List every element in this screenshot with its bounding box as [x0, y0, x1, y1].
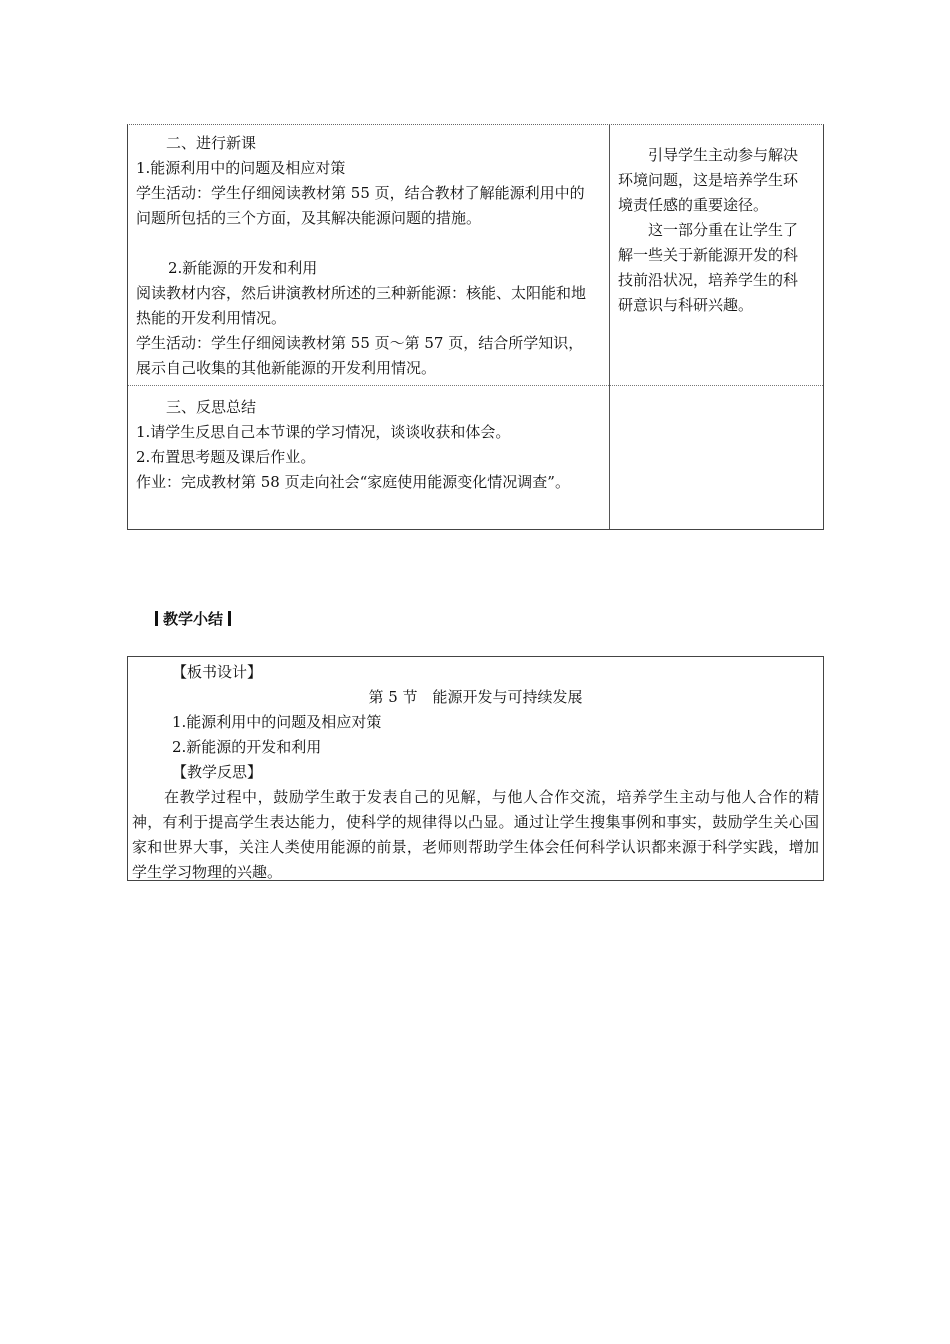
student-activity: 学生活动：学生仔细阅读教材第 55 页～第 57 页，结合所学知识，展示自己收集的其他新能源的开发利用情况。 [136, 334, 584, 377]
summary-table [127, 656, 824, 881]
intent-paragraph: 引导学生主动参与解决环境问题，这是培养学生环境责任感的重要途径。 [618, 146, 799, 214]
section-title: 第 5 节 能源开发与可持续发展 [368, 688, 583, 706]
board-point: 1.能源利用中的问题及相应对策 [172, 713, 382, 731]
section-heading: 二、进行新课 [166, 134, 257, 152]
homework-text: 作业：完成教材第 58 页走向社会“家庭使用能源变化情况调查”。 [136, 473, 570, 491]
section-heading: 三、反思总结 [166, 398, 257, 416]
design-intent-cell [618, 143, 806, 318]
summary-title-text: 教学小结 [163, 610, 224, 628]
item-heading: 2.新能源的开发和利用 [168, 259, 318, 277]
board-design-label: 【板书设计】 [172, 663, 263, 681]
row-divider [128, 385, 823, 386]
board-point: 2.新能源的开发和利用 [172, 738, 322, 756]
reflection-text: 在教学过程中，鼓励学生敢于发表自己的见解，与他人合作交流，培养学生主动与他人合作的精神，有利于提高学生表达能力，使科学的规律得以凸显。通过让学生搜集事例和事实，鼓励学生关心国家和世界大事，关注人类使用能源的前景，老师则帮助学生体会任何科学认识都来源于科学实践，增加学生学习物理的兴趣。 [132, 788, 819, 881]
intent-paragraph: 这一部分重在让学生了解一些关于新能源开发的科技前沿状况，培养学生的科研意识与科研兴趣。 [618, 221, 799, 314]
student-activity: 学生活动：学生仔细阅读教材第 55 页，结合教材了解能源利用中的问题所包括的三个方面，及其解决能源问题的措施。 [136, 184, 585, 227]
reflection-label: 【教学反思】 [172, 763, 263, 781]
column-divider [609, 125, 610, 529]
new-lesson-cell [136, 131, 598, 381]
reflection-cell [136, 395, 598, 495]
list-item: 2.布置思考题及课后作业。 [136, 448, 316, 466]
list-item: 1.请学生反思自己本节课的学习情况，谈谈收获和体会。 [136, 423, 511, 441]
item-heading: 1.能源利用中的问题及相应对策 [136, 159, 346, 177]
lesson-table [127, 124, 824, 530]
heading-bar [155, 611, 158, 626]
heading-bar [228, 611, 231, 626]
summary-heading [150, 608, 236, 630]
lesson-text: 阅读教材内容，然后讲演教材所述的三种新能源：核能、太阳能和地热能的开发利用情况。 [136, 284, 587, 327]
